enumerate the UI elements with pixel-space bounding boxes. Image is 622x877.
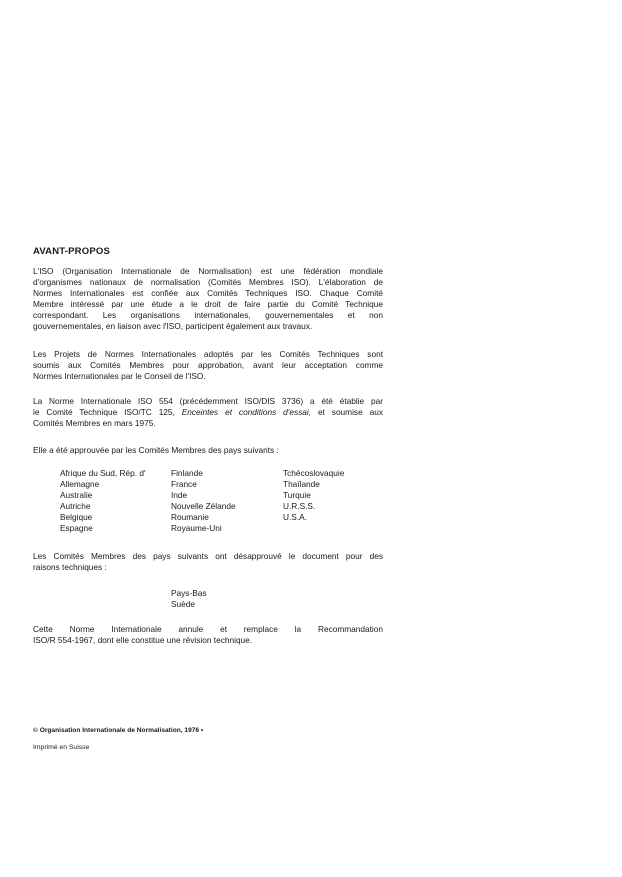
country-item: Inde: [171, 490, 188, 501]
country-item: Allemagne: [60, 479, 100, 490]
text-line: Comités Membres en mars 1975.: [33, 417, 156, 428]
country-item: U.R.S.S.: [283, 501, 316, 512]
text-line: d'organismes nationaux de normalisation (Comités Membres ISO). L'élaboration de: [33, 276, 383, 287]
text-line: L'ISO (Organisation Internationale de Normalisation) est une fédération mondiale: [33, 266, 383, 276]
country-item: U.S.A.: [283, 512, 307, 523]
country-item: Suède: [171, 599, 195, 610]
text-line: Cette Norme Internationale annule et remplace la Recommandation: [33, 624, 383, 634]
page-title: AVANT-PROPOS: [33, 246, 110, 257]
text-fragment: le Comité Technique ISO/TC 125,: [33, 406, 175, 417]
country-item: Nouvelle Zélande: [171, 501, 236, 512]
text-line: Normes Internationales est confiée aux Comités Techniques ISO. Chaque Comité: [33, 287, 383, 298]
country-item: Autriche: [60, 501, 91, 512]
country-item: Thaïlande: [283, 479, 320, 490]
paragraph-disapproval: [33, 551, 383, 573]
text-line: [33, 407, 383, 418]
country-item: Royaume-Uni: [171, 523, 222, 534]
text-line: Membre intéressé par une étude a le droit de faire partie du Comité Technique: [33, 298, 383, 309]
text-line: raisons techniques :: [33, 561, 107, 572]
country-item: Australie: [60, 490, 93, 501]
text-line: Les Projets de Normes Internationales adoptés par les Comités Techniques sont: [33, 349, 383, 359]
country-item: Pays-Bas: [171, 588, 207, 598]
country-item: France: [171, 479, 197, 490]
country-item: Tchécoslovaquie: [283, 468, 345, 478]
paragraph-replacement: [33, 624, 383, 646]
country-item: Finlande: [171, 468, 203, 478]
text-fragment: et soumise aux: [317, 406, 383, 417]
paragraph-draft-standards: [33, 349, 383, 382]
paragraph-approval: [33, 445, 383, 456]
text-line: ISO/R 554-1967, dont elle constitue une révision technique.: [33, 634, 253, 645]
text-line: soumis aux Comités Membres pour approbation, avant leur acceptation comme: [33, 359, 383, 370]
text-line: Normes Internationales par le Conseil de l'ISO.: [33, 370, 206, 381]
copyright-notice: © Organisation Internationale de Normalisation, 1976 •: [33, 727, 204, 734]
text-line: La Norme Internationale ISO 554 (précédemment ISO/DIS 3736) a été établie par: [33, 396, 383, 406]
country-item: Espagne: [60, 523, 93, 534]
country-item: Roumanie: [171, 512, 209, 523]
country-column: [60, 468, 146, 535]
country-column: [171, 468, 236, 535]
paragraph-standard-origin: [33, 396, 383, 429]
printed-in-notice: Imprimé en Suisse: [33, 744, 90, 751]
text-line: correspondant. Les organisations internationales, gouvernementales et non: [33, 309, 383, 320]
country-column: [283, 468, 344, 523]
country-item: Belgique: [60, 512, 93, 523]
country-item: Afrique du Sud, Rép. d': [60, 468, 146, 478]
committee-title: Enceintes et conditions d'essai,: [181, 406, 312, 417]
text-line: gouvernementales, en liaison avec l'ISO, participent également aux travaux.: [33, 320, 313, 331]
paragraph-iso-intro: [33, 266, 383, 331]
disapproving-countries-list: [171, 588, 207, 610]
text-line: Les Comités Membres des pays suivants ont désapprouvé le document pour des: [33, 551, 383, 561]
country-item: Turquie: [283, 490, 311, 501]
text-line: Elle a été approuvée par les Comités Membres des pays suivants :: [33, 445, 279, 455]
